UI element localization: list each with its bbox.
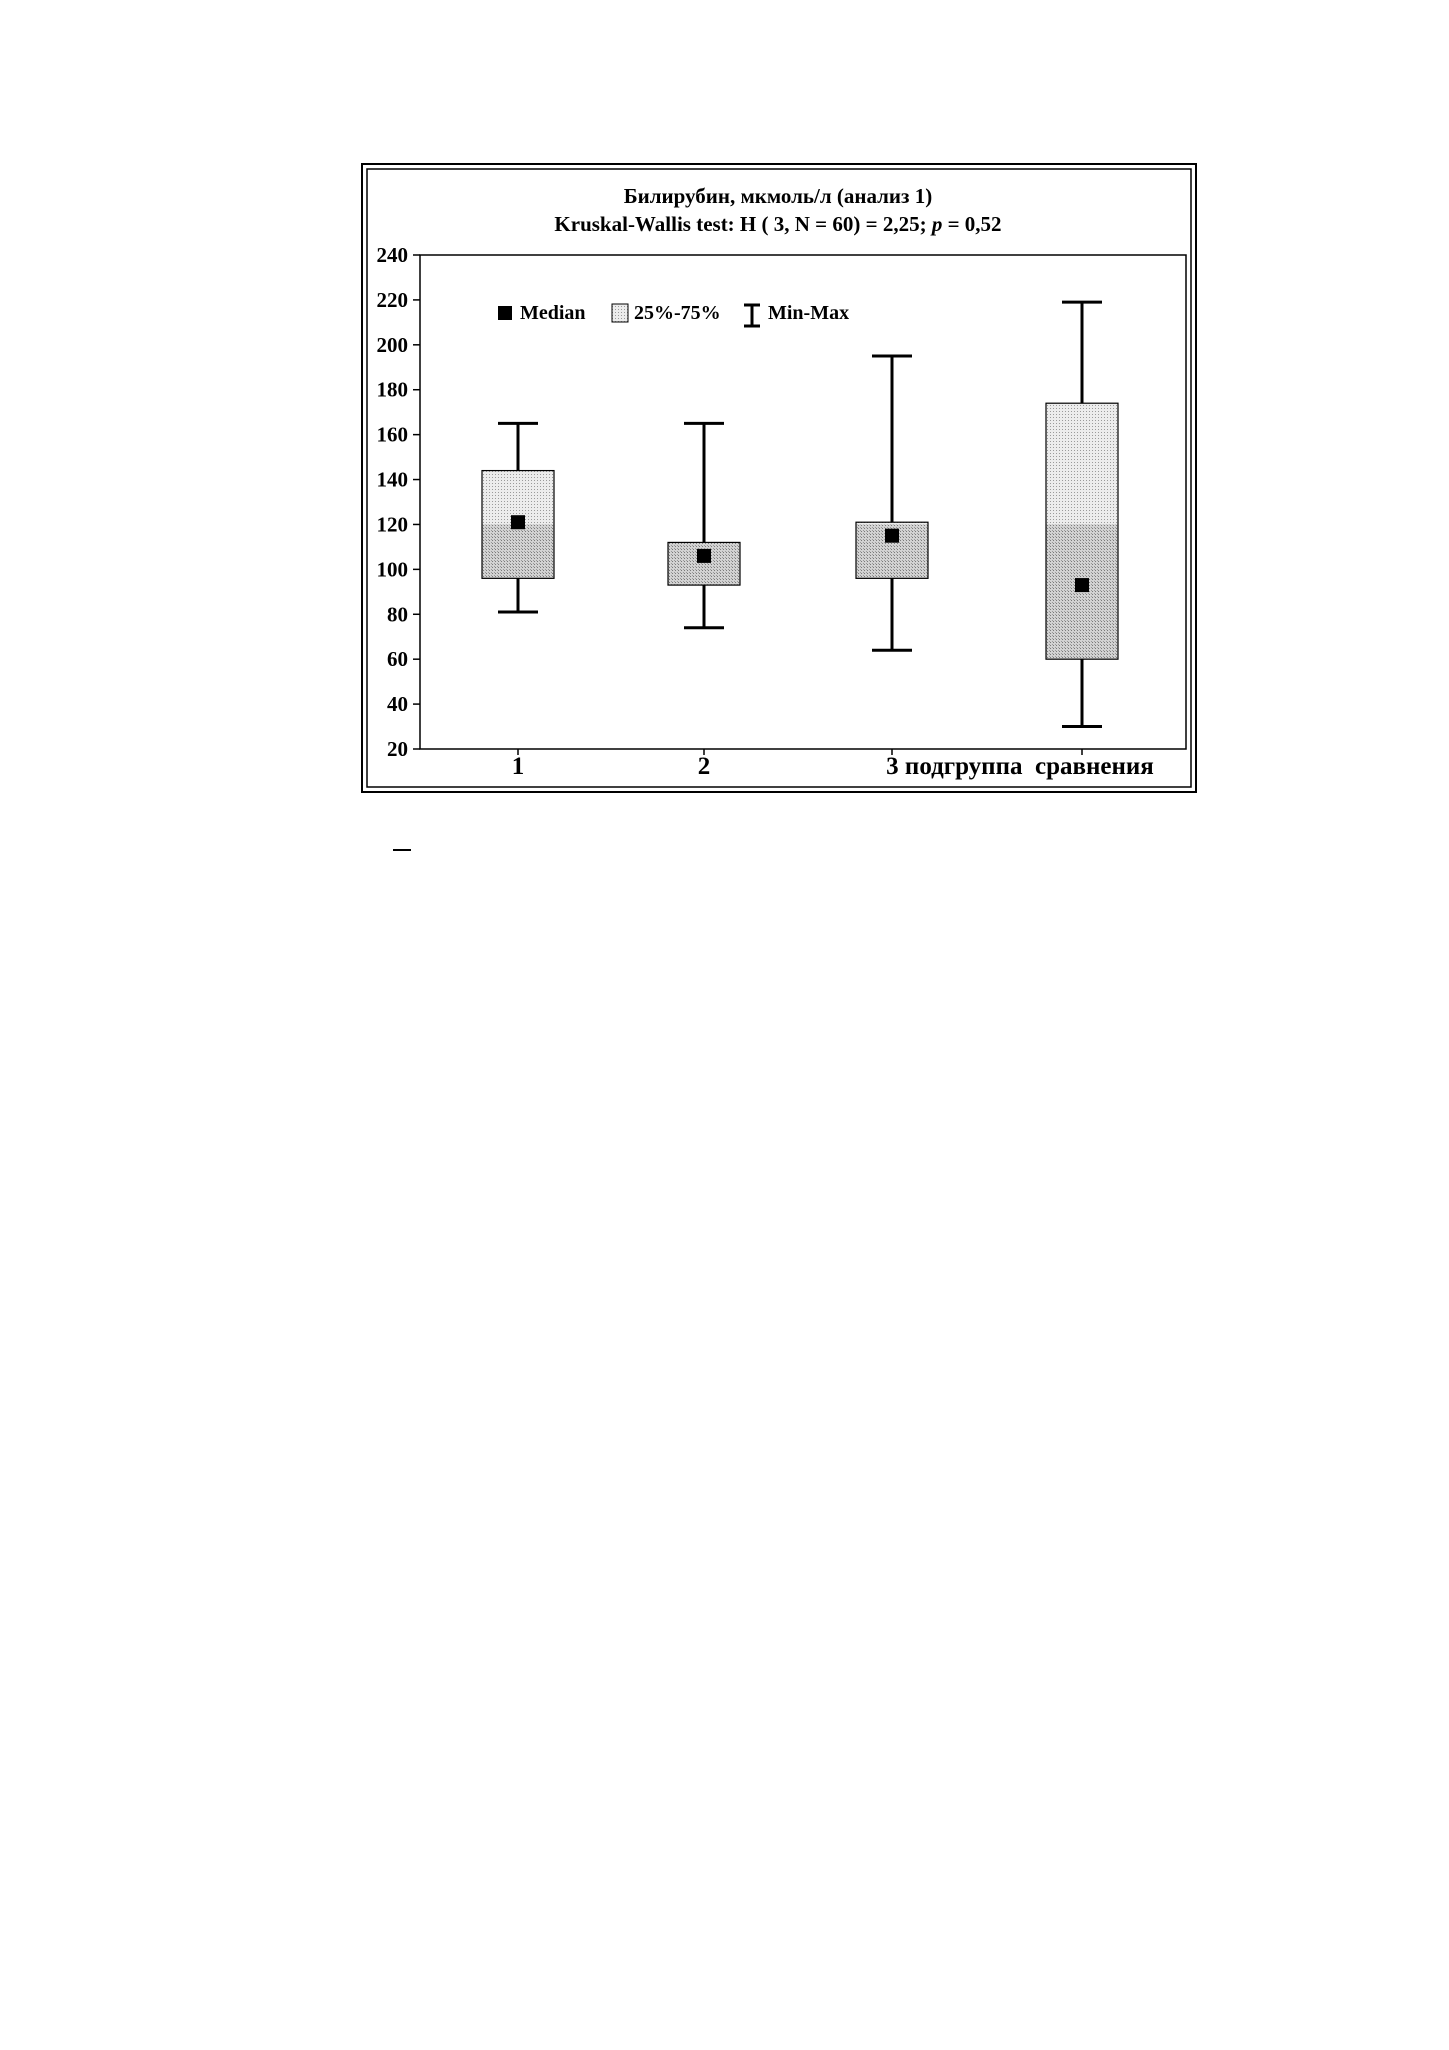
- box-lower-2: [668, 542, 740, 585]
- y-tick-label-140: 140: [376, 467, 408, 492]
- y-tick-label-100: 100: [376, 557, 408, 582]
- median-marker-1: [511, 515, 525, 529]
- subtitle-prefix: Kruskal-Wallis test: H ( 3, N = 60) = 2,25;: [554, 212, 932, 236]
- y-tick-label-160: 160: [376, 422, 408, 447]
- y-tick-label-40: 40: [387, 692, 408, 717]
- x-tick-label-1: 1: [511, 753, 525, 780]
- median-marker-3: [885, 529, 899, 543]
- legend-range-label: Min-Max: [768, 302, 850, 324]
- x-tick-label-2: 2: [697, 753, 711, 780]
- median-marker-2: [697, 549, 711, 563]
- y-tick-label-200: 200: [376, 332, 408, 357]
- legend-median-icon: [498, 306, 512, 320]
- legend: [498, 302, 849, 326]
- y-tick-label-20: 20: [387, 737, 408, 761]
- chart-subtitle: [554, 212, 1001, 236]
- y-tick-label-220: 220: [376, 287, 408, 312]
- y-tick-label-80: 80: [387, 602, 408, 627]
- chart-title: Билирубин, мкмоль/л (анализ 1): [623, 184, 933, 208]
- y-tick-label-120: 120: [376, 512, 408, 537]
- y-tick-label-180: 180: [376, 377, 408, 402]
- y-tick-label-60: 60: [387, 647, 408, 672]
- legend-iqr-label: 25%-75%: [634, 302, 721, 324]
- footer-dash: [393, 849, 411, 851]
- y-tick-label-240: 240: [376, 243, 408, 267]
- legend-iqr-icon: [612, 304, 628, 322]
- box-upper-4: [1046, 403, 1118, 524]
- box-lower-1: [482, 524, 554, 578]
- subtitle-suffix: = 0,52: [942, 212, 1002, 236]
- legend-median-label: Median: [520, 302, 586, 324]
- x-axis-group-labels: 3 подгруппа сравнения: [886, 753, 1154, 780]
- subtitle-p-symbol: p: [931, 212, 943, 236]
- median-marker-4: [1075, 578, 1089, 592]
